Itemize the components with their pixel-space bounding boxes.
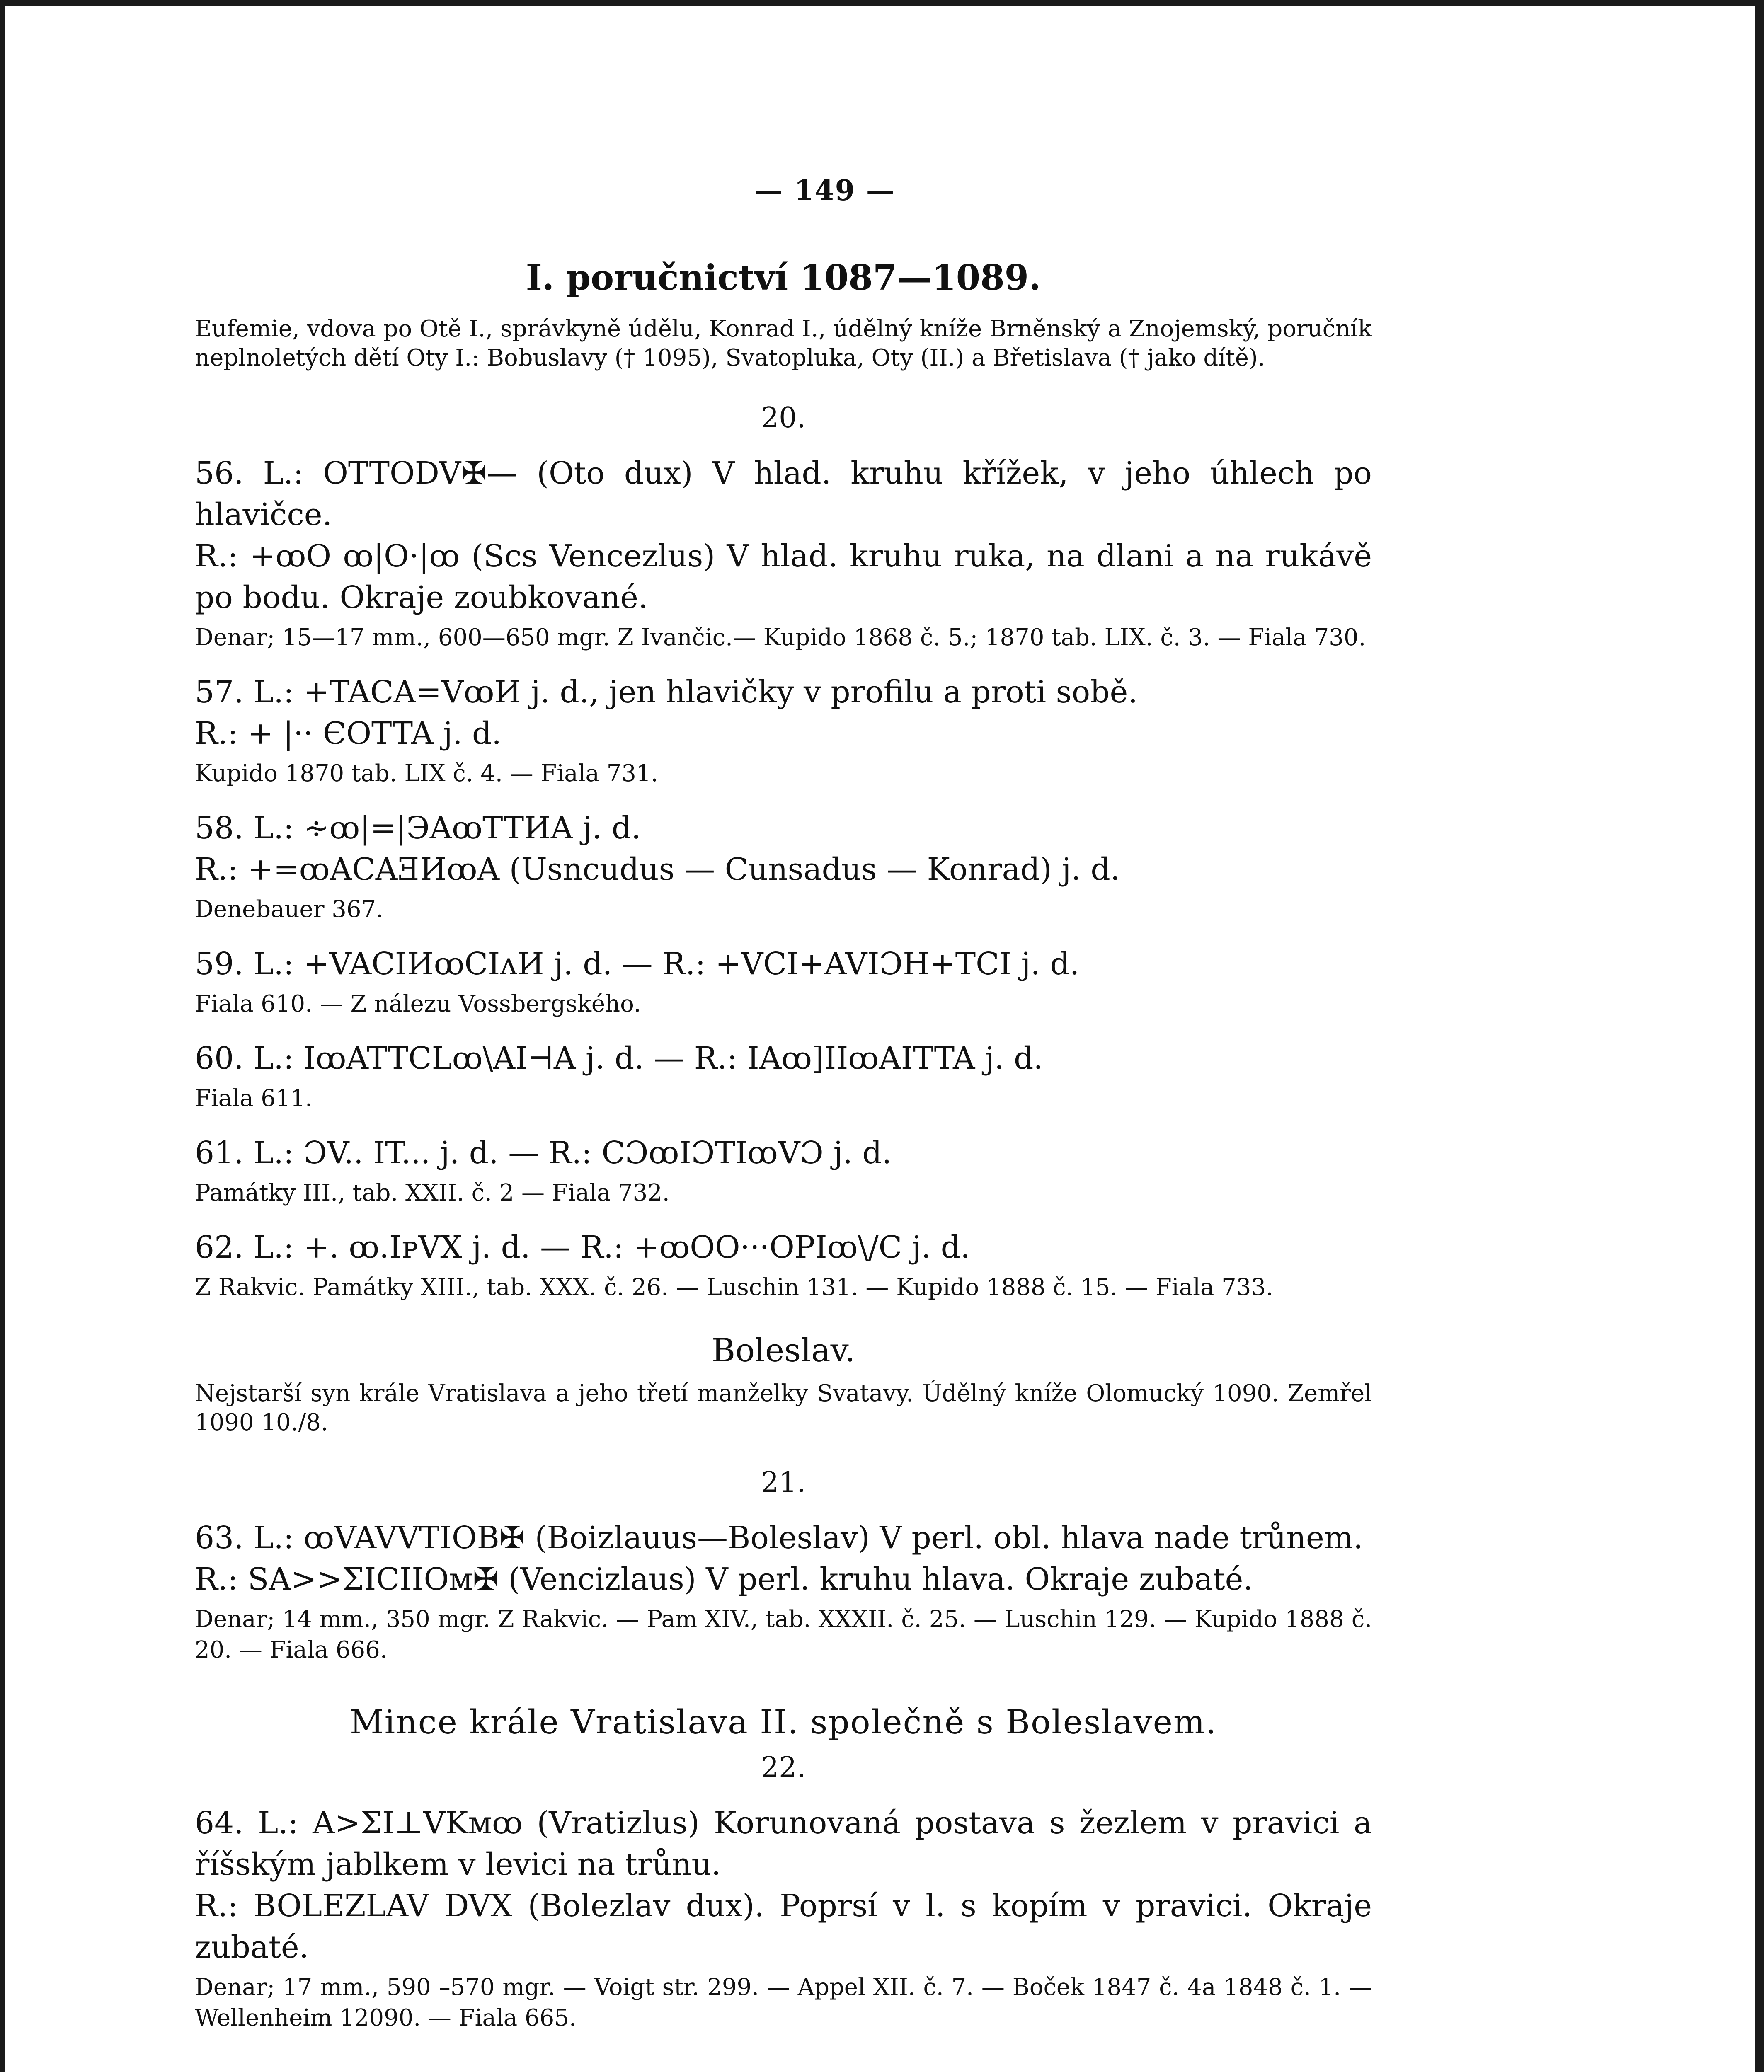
entry-line: 61. L.: ƆV.. IT... j. d. — R.: CƆꝏIƆTIꝏVƆ j. d. [195,1135,892,1171]
group-number-22: 22. [761,1751,806,1784]
entry-note: Denar; 17 mm., 590 –570 mgr. — Voigt str. 299. — Appel XII. č. 7. — Boček 1847 č. 4a 1848 č. 1. — Wellenheim 12090. — Fiala 665. [195,1974,1372,2031]
entry-61 [195,1132,1372,1208]
entry-59 [195,943,1372,1019]
entry-58 [195,807,1372,925]
section-title: I. poručnictví 1087—1089. [526,257,1041,298]
entry-line: 64. L.: A>ΣI⊥VKᴍꝏ (Vratizlus) Korunovaná postava s žezlem v pravici a říšským jablkem v levici na trůnu. [195,1805,1372,1882]
mince-heading: Mince krále Vratislava II. společně s Boleslavem. [349,1703,1217,1741]
entry-63 [195,1517,1372,1665]
boleslav-heading: Boleslav. [711,1332,855,1369]
entry-57 [195,671,1372,789]
group-number-21: 21. [761,1466,806,1499]
entry-note: Fiala 611. [195,1085,313,1112]
section-intro: Eufemie, vdova po Otě I., správkyně údělu, Konrad I., údělný kníže Brněnský a Znojemský, poručník neplnoletých dětí Oty I.: Bobuslavy († 1095), Svatopluka, Oty (II.) a Břetislava († jako dítě). [195,315,1372,371]
entry-line: R.: +ꝏO ꝏ|O·|ꝏ (Scs Vencezlus) V hlad. kruhu ruka, na dlani a na rukávě po bodu. Okraje zoubkované. [195,538,1372,615]
entry-56 [195,453,1372,653]
entry-line: R.: +=ꝏACAƎИꝏA (Usncudus — Cunsadus — Konrad) j. d. [195,852,1120,887]
entry-line: 58. L.: ∻ꝏ|=|ЭAꝏTTИA j. d. [195,810,641,846]
entry-note: Kupido 1870 tab. LIX č. 4. — Fiala 731. [195,760,659,787]
entry-note: Fiala 610. — Z nálezu Vossbergského. [195,990,641,1017]
group-number-20: 20. [761,402,806,434]
entry-line: R.: BOLEZLAV DVX (Bolezlav dux). Poprsí v l. s kopím v pravici. Okraje zubaté. [195,1888,1372,1965]
entry-line: 57. L.: +TACA=VꝏИ j. d., jen hlavičky v profilu a proti sobě. [195,674,1138,710]
entry-note: Denar; 15—17 mm., 600—650 mgr. Z Ivančic.— Kupido 1868 č. 5.; 1870 tab. LIX. č. 3. — Fiala 730. [195,624,1366,651]
page-content [195,174,1372,2052]
entry-line: 59. L.: +VACIИꝏCIᴧИ j. d. — R.: +VCI+AVIƆH+TCI j. d. [195,946,1080,982]
entry-line: R.: + |·· ЄOTTA j. d. [195,716,502,751]
entry-64 [195,1802,1372,2033]
entry-60 [195,1038,1372,1114]
entry-line: 56. L.: OTTODV✠— (Oto dux) V hlad. kruhu křížek, v jeho úhlech po hlavičce. [195,455,1372,533]
boleslav-intro: Nejstarší syn krále Vratislava a jeho třetí manželky Svatavy. Údělný kníže Olomucký 1090. Zemřel 1090 10./8. [195,1380,1372,1436]
entry-line: 60. L.: IꝏATTCLꝏ\AI⊣A j. d. — R.: IAꝏ]IIꝏAITTA j. d. [195,1041,1043,1076]
entry-note: Denebauer 367. [195,896,383,923]
entry-line: R.: SA>>ΣICIIOᴍ✠ (Vencizlaus) V perl. kruhu hlava. Okraje zubaté. [195,1561,1253,1597]
entry-line: 62. L.: +. ꝏ.IᴘVX j. d. — R.: +ꝏOO···OPIꝏ\/C j. d. [195,1230,970,1265]
entry-62 [195,1227,1372,1303]
page-number: — 149 — [754,174,895,207]
entry-note: Denar; 14 mm., 350 mgr. Z Rakvic. — Pam XIV., tab. XXXII. č. 25. — Luschin 129. — Kupido 1888 č. 20. — Fiala 666. [195,1606,1372,1663]
entry-line: 63. L.: ꝏVAVVTIOB✠ (Boizlauus—Boleslav) V perl. obl. hlava nade trůnem. [195,1520,1363,1556]
entry-note: Památky III., tab. XXII. č. 2 — Fiala 732. [195,1179,670,1206]
entry-note: Z Rakvic. Památky XIII., tab. XXX. č. 26. — Luschin 131. — Kupido 1888 č. 15. — Fiala 733. [195,1274,1273,1301]
